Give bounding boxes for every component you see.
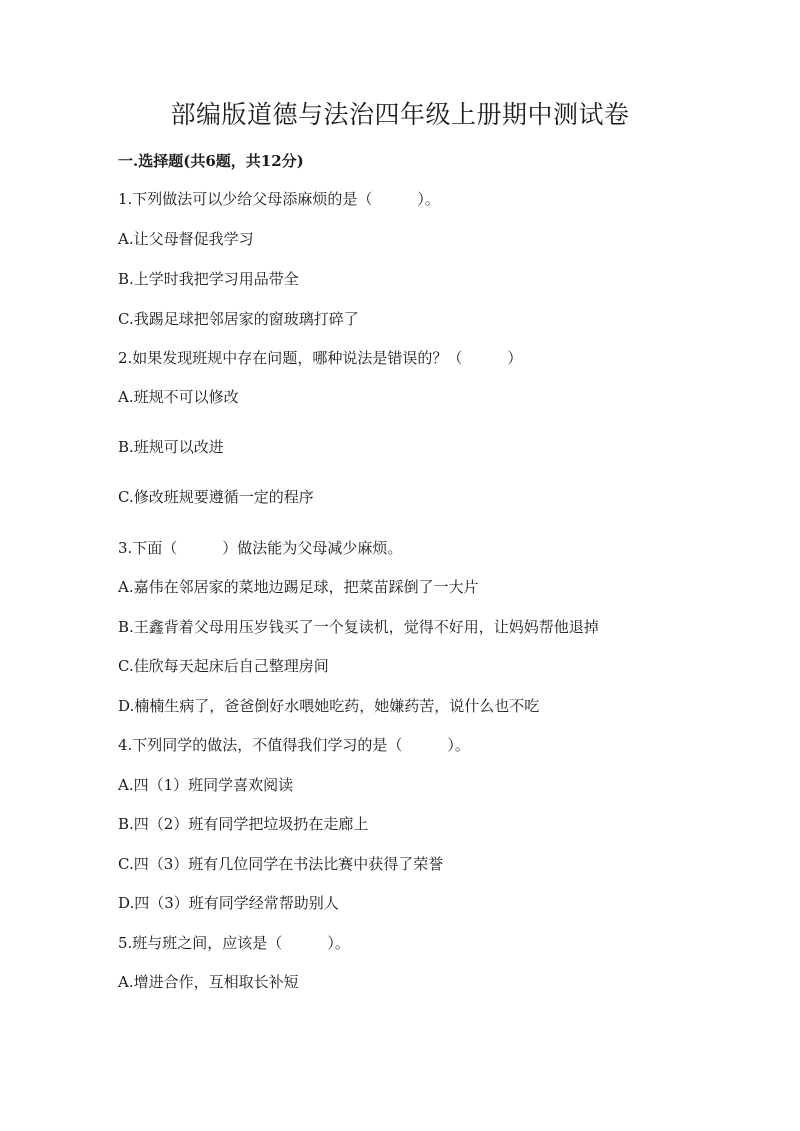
answer-option: D.四（3）班有同学经常帮助别人 xyxy=(118,894,339,912)
answer-option: A.班规不可以修改 xyxy=(118,388,239,406)
answer-option: C.佳欣每天起床后自己整理房间 xyxy=(118,657,329,675)
answer-option: A.让父母督促我学习 xyxy=(118,230,254,248)
answer-option: B.班规可以改进 xyxy=(118,438,224,456)
question-stem: 4.下列同学的做法，不值得我们学习的是（ ）。 xyxy=(118,736,470,754)
answer-option: B.王鑫背着父母用压岁钱买了一个复读机，觉得不好用，让妈妈帮他退掉 xyxy=(118,618,599,636)
question-stem: 3.下面（ ）做法能为父母减少麻烦。 xyxy=(118,539,403,557)
answer-option: A.嘉伟在邻居家的菜地边踢足球，把菜苗踩倒了一大片 xyxy=(118,578,479,596)
question-stem: 5.班与班之间，应该是（ ）。 xyxy=(118,934,350,952)
answer-option: C.修改班规要遵循一定的程序 xyxy=(118,488,314,506)
answer-option: A.四（1）班同学喜欢阅读 xyxy=(118,776,294,794)
question-stem: 1.下列做法可以少给父母添麻烦的是（ ）。 xyxy=(118,190,440,208)
section-heading: 一.选择题(共6题，共12分) xyxy=(118,152,304,170)
question-stem: 2.如果发现班规中存在问题，哪种说法是错误的？（ ） xyxy=(118,349,523,367)
page-title: 部编版道德与法治四年级上册期中测试卷 xyxy=(170,100,630,129)
answer-option: B.上学时我把学习用品带全 xyxy=(118,270,299,288)
answer-option: B.四（2）班有同学把垃圾扔在走廊上 xyxy=(118,815,369,833)
answer-option: D.楠楠生病了，爸爸倒好水喂她吃药，她嫌药苦，说什么也不吃 xyxy=(118,697,540,715)
answer-option: A.增进合作，互相取长补短 xyxy=(118,973,299,991)
answer-option: C.四（3）班有几位同学在书法比赛中获得了荣誉 xyxy=(118,855,444,873)
answer-option: C.我踢足球把邻居家的窗玻璃打碎了 xyxy=(118,310,359,328)
